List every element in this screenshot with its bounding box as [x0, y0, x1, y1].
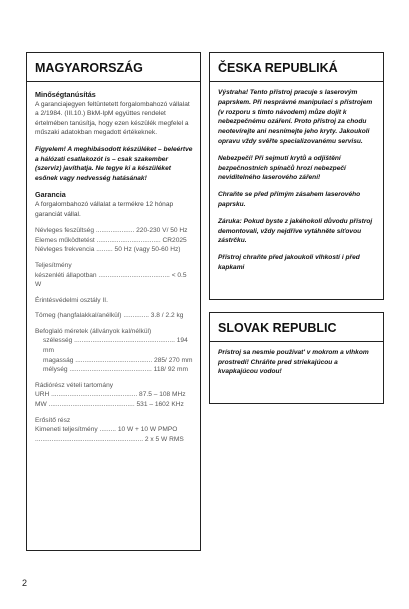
slovak-paragraph: Prístroj sa nesmie používat' v mokrom a vlhkom prostredí! Chráňte pred striekajúcou a kvapkajúcou vodou!	[218, 349, 369, 376]
czech-section	[209, 52, 384, 300]
spec-line: Névleges feszültség ..................... 220-230 V/ 50 Hz	[35, 227, 188, 235]
radio-line: URH ............................................... 87.5 – 108 MHz	[35, 391, 186, 399]
czech-paragraph: Nebezpečí! Při sejmutí krytů a odjištění bezpečnostních spínačů hrozí nebezpečí neviditelného laserového záření!	[218, 154, 346, 182]
warning-text: Figyelem! A meghibásodott készüléket – beleértve a hálózati csatlakozót is – csak szakember (szerviz) javíthatja. Ne tegye ki a készüléket esőnek vagy nedvesség hatásának!	[35, 145, 193, 182]
quality-text: A garanciajegyen feltüntetett forgalombahozó vállalat a 2/1984. (III.10.) BkM-IpM együttes rendelet értelmében tanúsítja, hogy ezen készülék megfelel a műszaki adatokban megadott értékeknek.	[35, 100, 190, 137]
dimension-line: magasság .......................................... 285/ 270 mm	[43, 356, 193, 364]
dimension-line: szélesség ....................................................... 194 mm	[43, 337, 188, 355]
quality-heading: Minőségtanúsítás	[35, 90, 96, 99]
dimensions-label: Befoglaló méretek (állványok kal/nélkül)	[35, 327, 152, 335]
czech-paragraph: Výstraha! Tento přístroj pracuje s laserovým paprskem. Při nesprávné manipulaci s přístrojem (v rozporu s tímto návodem) můze dojít k nebezpečnému ozáření. Proto přístroj za chodu neotevírejte ani nesnímejte jeho kryty. Jakoukoli opravu vždy svěřte specializovanému servisu.	[218, 89, 373, 145]
hungary-section	[26, 52, 201, 551]
warranty-heading: Garancia	[35, 190, 66, 200]
amplifier-line: Kimeneti teljesítmény ......... 10 W + 10 W PMPO	[35, 426, 178, 434]
power-label: Teljesítmény	[35, 261, 72, 269]
amplifier-label: Erősítő rész	[35, 416, 71, 424]
slovak-section	[209, 312, 384, 404]
power-standby: készenléti állapotban ....................................... < 0.5 W	[35, 271, 187, 289]
page-number: 2	[22, 578, 28, 588]
protection-class: Érintésvédelmi osztály II.	[35, 296, 108, 304]
spec-line: Elemes működtetést ................................... CR2025	[35, 236, 187, 244]
czech-paragraph: Přístroj chraňte před jakoukoli vlhkostí i před kapkami	[218, 254, 360, 271]
radio-line: MW ............................................... 531 – 1602 KHz	[35, 401, 184, 409]
section-title-czech: ČESKA REPUBLIKÁ	[210, 53, 383, 82]
warranty-text: A forgalombahozó vállalat a termékre 12 hónap garanciát vállal.	[35, 200, 174, 218]
czech-paragraph: Záruka: Pokud byste z jakéhokoli důvodu přístroj demontovali, vždy nejdříve vytáhněte síťovou zástrčku.	[218, 217, 373, 245]
spec-line: Névleges frekvencia ......... 50 Hz (vagy 50-60 Hz)	[35, 246, 181, 254]
czech-paragraph: Chraňte se před přímým zásahem laserového paprsku.	[218, 191, 361, 208]
section-title-slovak: SLOVAK REPUBLIC	[210, 313, 383, 342]
weight-spec: Tömeg (hangfalakkal/anélkül) .............. 3.8 / 2.2 kg	[35, 312, 184, 320]
amplifier-line: ........................................................... 2 x 5 W RMS	[35, 435, 184, 443]
dimension-line: mélység ............................................. 118/ 92 mm	[43, 366, 188, 374]
section-title-hungary: MAGYARORSZÁG	[27, 53, 200, 82]
radio-label: Rádiórész vételi tartomány	[35, 381, 114, 389]
